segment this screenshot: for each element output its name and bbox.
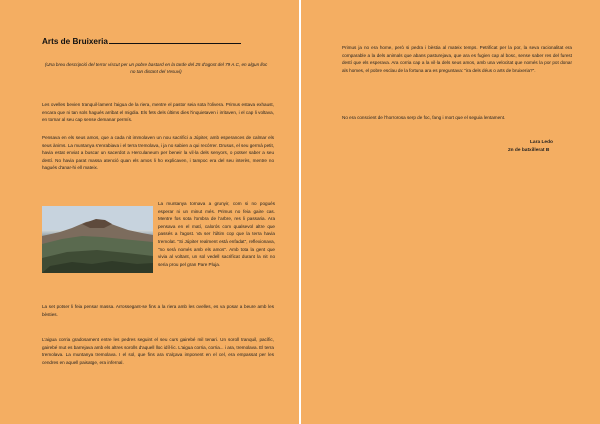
document-title-block [42, 37, 241, 46]
author-class: 2n de batxillerat B [508, 148, 550, 153]
volcano-image [42, 206, 153, 273]
document-subtitle: (Una breu descripció del terror viscut per un pobre bastard en la tarde del 25 d'agost del 79 A.C, en algun lloc no tan distant del Vesuvi) [44, 62, 268, 74]
paragraph-1: Les ovelles bevien tranquil·lament l'aigua de la riera, mentre el pastor seia sota l'olivera. Primus estava exhaust, encara que ni tan sols hagués arribat el migdia. Els fets dels últims dies l'inquietaven i irritaven, i el cap li voltava, en tornar al seu cap sense demanar permís. [42, 102, 274, 123]
document-title: Arts de Bruixeria [42, 37, 108, 46]
paragraph-4: La set potser li feia pensar massa. Arrossegant-se fins a la riera amb les ovelles, es va posar a beure amb les bèsties. [42, 304, 274, 317]
author-name: Lara Ledo [530, 140, 553, 145]
paragraph-3: La muntanya tornava a grunyir, com si no pogués esperar ni un minut més. Primus no feia gaire cas. Mentre fos sota l'ombra de l'arbre, res li passaria. Ara pensava en el matí, calorós com qualsevol altre que passés a l'agost. Va ser l'últim cop que la terra havia tremolat. "Si Júpiter realment està enfadat", reflexionava, "no serà només amb els amos". Amb tota la gent que vivia al voltant, un sol vedell sacrificat durant la nit no seria prou pel gran Pare Pluja. [158, 201, 275, 267]
right-paragraph-1: Primus ja no era home, però si pedra i bèstia al mateix temps. Petrificat per la por, la seva racionalitat era comparable a la dels animals que abans pasturejava, que ara es fugien cap al bosc, sense saber res del furest destí que els esperava. Ara corria cap a la vil·la dels seus amos, amb una velocitat que només la por pot donar als homes, el pobre esclau de la fortuna ara es preguntava: "ira dels déus o arts de bruixeria?". [342, 45, 572, 73]
volcano-illustration [42, 206, 153, 273]
title-underline [109, 42, 241, 44]
right-paragraph-2: No era conscient de l'horrorosa serp de foc, fang i mort que el seguia lentament. [342, 115, 506, 120]
paragraph-2: Pensava en els seus amos, que a cada nit immolaven un nou sacrifici a Júpiter, amb esperances de calmar els seus ànims. La muntanya s'enrabiava i el terra tremolava, i ja no sabien a qui recórrer. Drusus, el seu germà petit, havia estat enviat a buscar un sacerdot a Herculaneum per beneir la vil·la dels senyors, o potser saber a seu destí. No havia parat massa atenció quan els amos li ho explicaven, i tampoc era del seu interès, mentre no hagués d'anar-hi ell mateix. [42, 135, 274, 171]
paragraph-5: L'aigua corria gradosament entre les pedres seguint el seu curs gairebé mil tenari. Un soroll tranquil, pacífic, gairebé mut es barrejava amb els altres sorolls d'aquell lloc idíl·lic. L'aigua corria, corria... i ara, tremolava. El terra tremolava. La muntanya tremolava. I el sol, que fins ara s'alçava imponent en el cel, era empassat per les cendres en aquell paisatge, era infernal. [42, 337, 274, 365]
